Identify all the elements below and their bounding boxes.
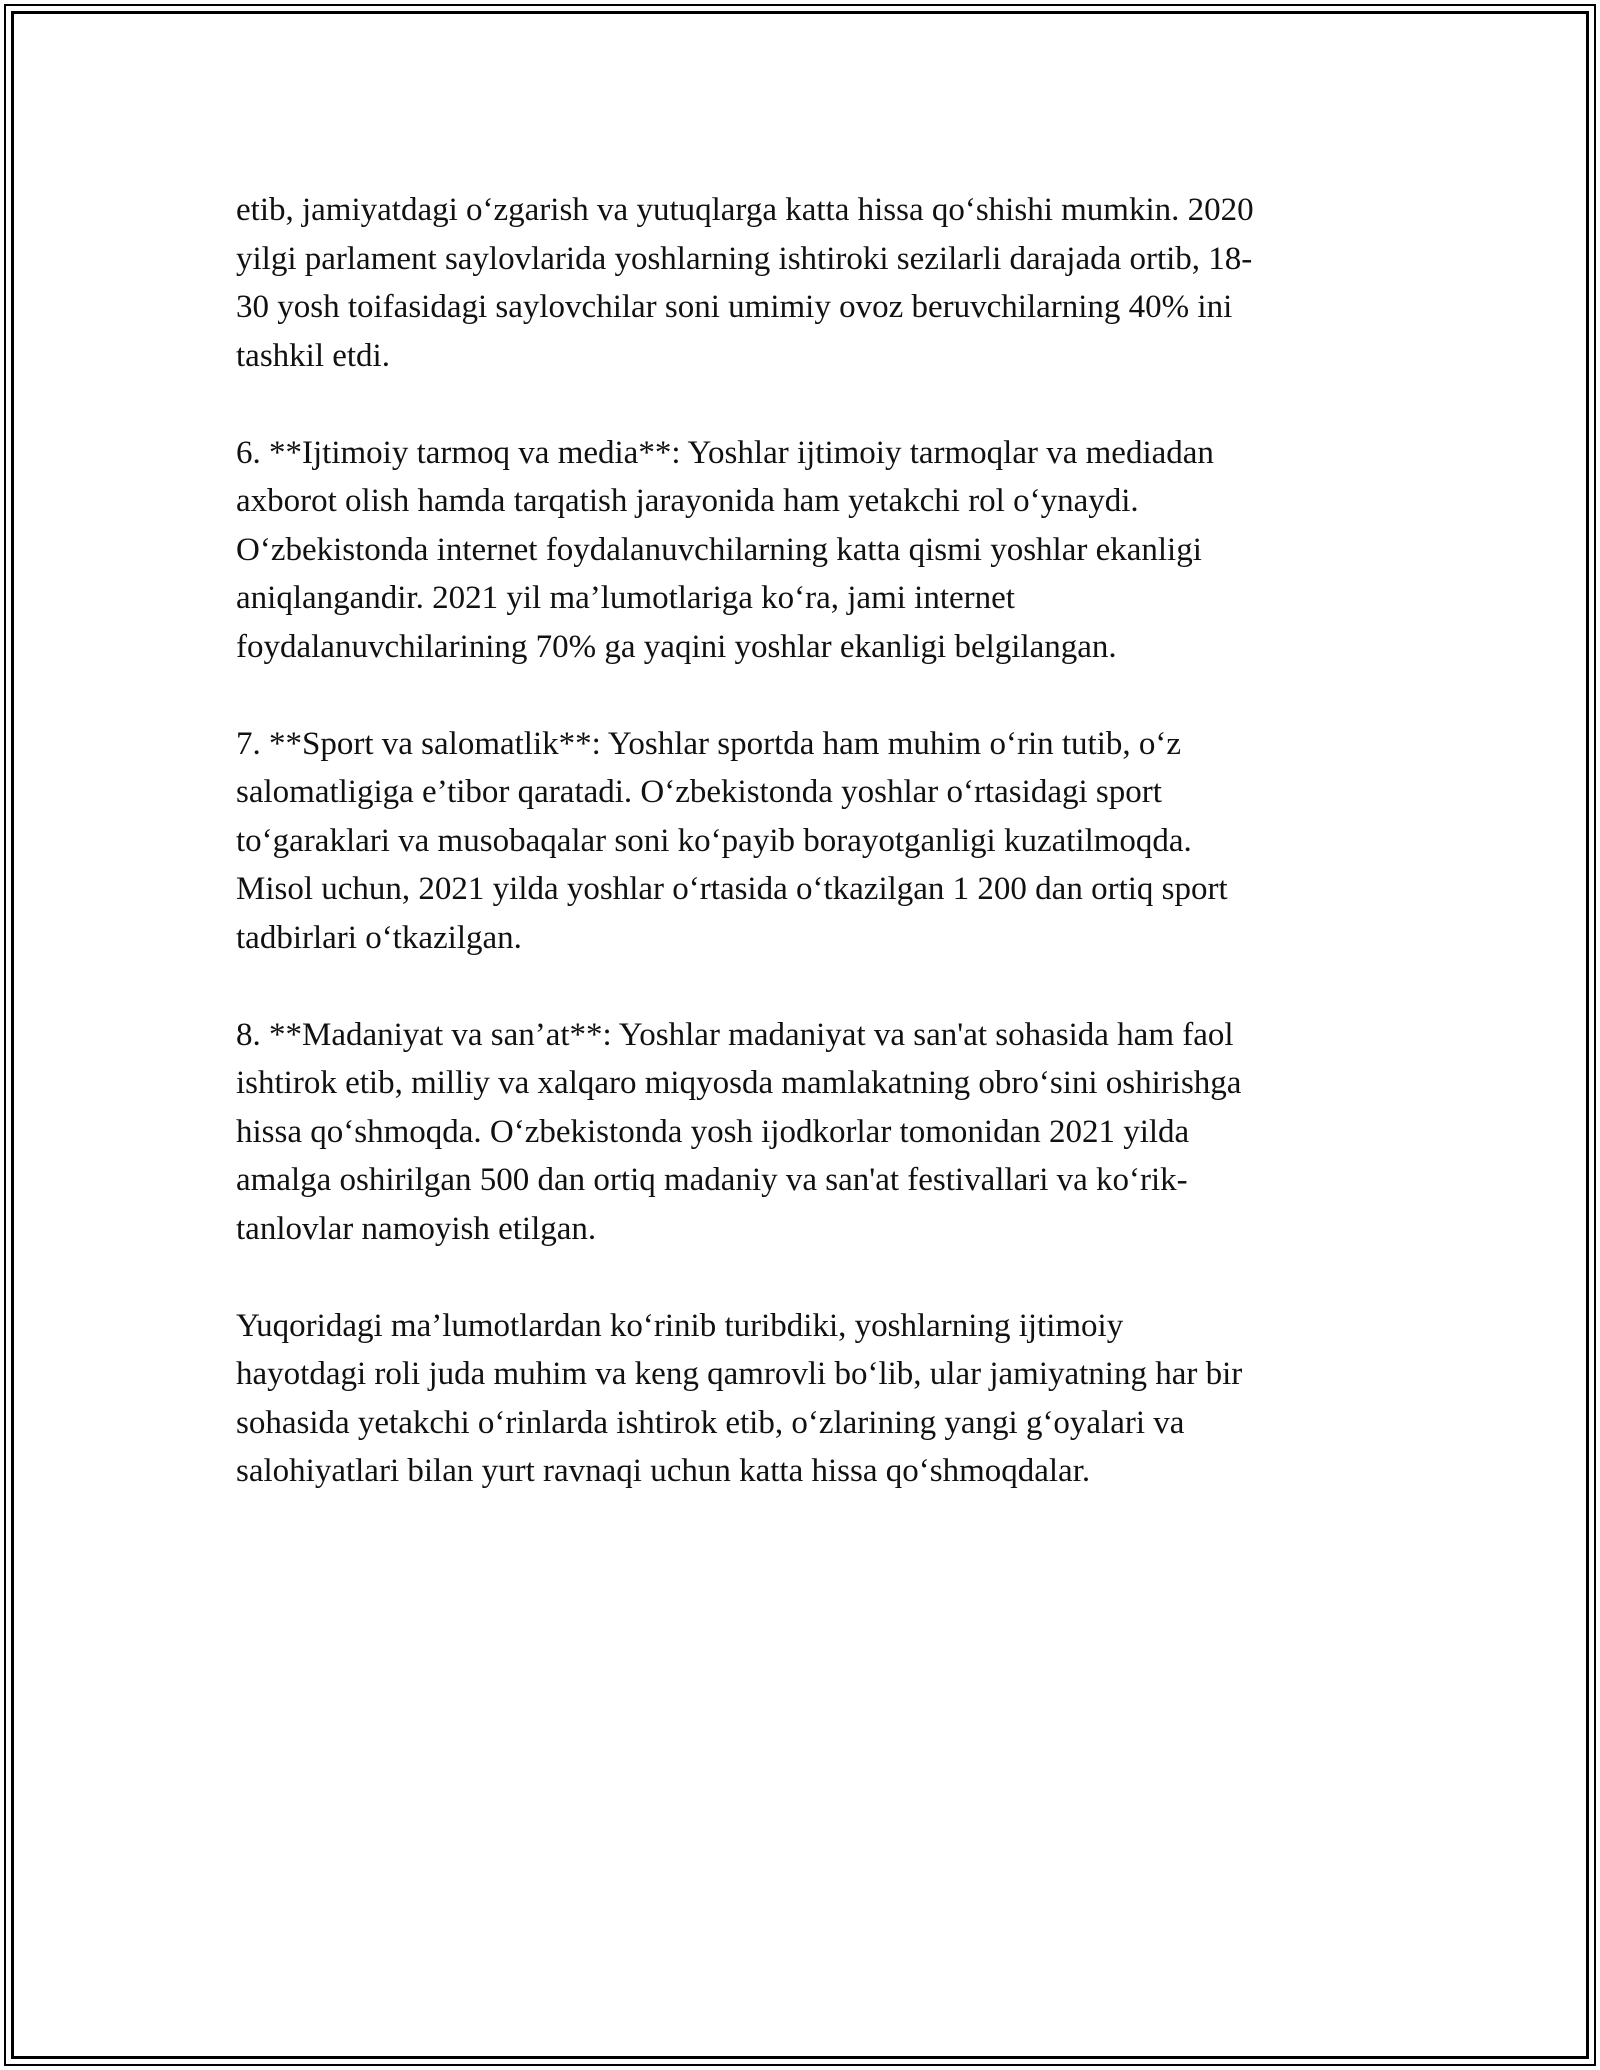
- paragraph-social-media: 6. **Ijtimoiy tarmoq va media**: Yoshlar ijtimoiy tarmoqlar va mediadan axborot olish hamda tarqatish jarayonida ham yetakchi rol o‘ynaydi. O‘zbekistonda internet foydalanuvchilarning katta qismi yoshlar ekanligi aniqlangandir. 2021 yil ma’lumotlariga ko‘ra, jami internet foydalanuvchilarining 70% ga yaqini yoshlar ekanligi belgilangan.: [236, 434, 1214, 665]
- paragraph-conclusion: Yuqoridagi ma’lumotlardan ko‘rinib turibdiki, yoshlarning ijtimoiy hayotdagi roli juda muhim va keng qamrovli bo‘lib, ular jamiyatning har bir sohasida yetakchi o‘rinlarda ishtirok etib, o‘zlarining yangi g‘oyalari va salohiyatlari bilan yurt ravnaqi uchun katta hissa qo‘shmoqdalar.: [236, 1307, 1243, 1489]
- paragraph-continuation: etib, jamiyatdagi o‘zgarish va yutuqlarga katta hissa qo‘shishi mumkin. 2020 yilgi parlament saylovlarida yoshlarning ishtiroki sezilarli darajada ortib, 18- 30 yosh toifasidagi saylovchilar soni umimiy ovoz beruvchilarning 40% ini tashkil etdi.: [236, 192, 1254, 374]
- paragraph-culture-art: 8. **Madaniyat va san’at**: Yoshlar madaniyat va san'at sohasida ham faol ishtirok etib, milliy va xalqaro miqyosda mamlakatning obro‘sini oshirishga hissa qo‘shmoqda. O‘zbekistonda yosh ijodkorlar tomonidan 2021 yilda amalga oshirilgan 500 dan ortiq madaniy va san'at festivallari va ko‘rik- tanlovlar namoyish etilgan.: [236, 1016, 1242, 1247]
- paragraph-sport-health: 7. **Sport va salomatlik**: Yoshlar sportda ham muhim o‘rin tutib, o‘z salomatligiga e’tibor qaratadi. O‘zbekistonda yoshlar o‘rtasidagi sport to‘garaklari va musobaqalar soni ko‘payib borayotganligi kuzatilmoqda. Misol uchun, 2021 yilda yoshlar o‘rtasida o‘tkazilgan 1 200 dan ortiq sport tadbirlari o‘tkazilgan.: [236, 725, 1228, 956]
- document-body: [236, 186, 1376, 1544]
